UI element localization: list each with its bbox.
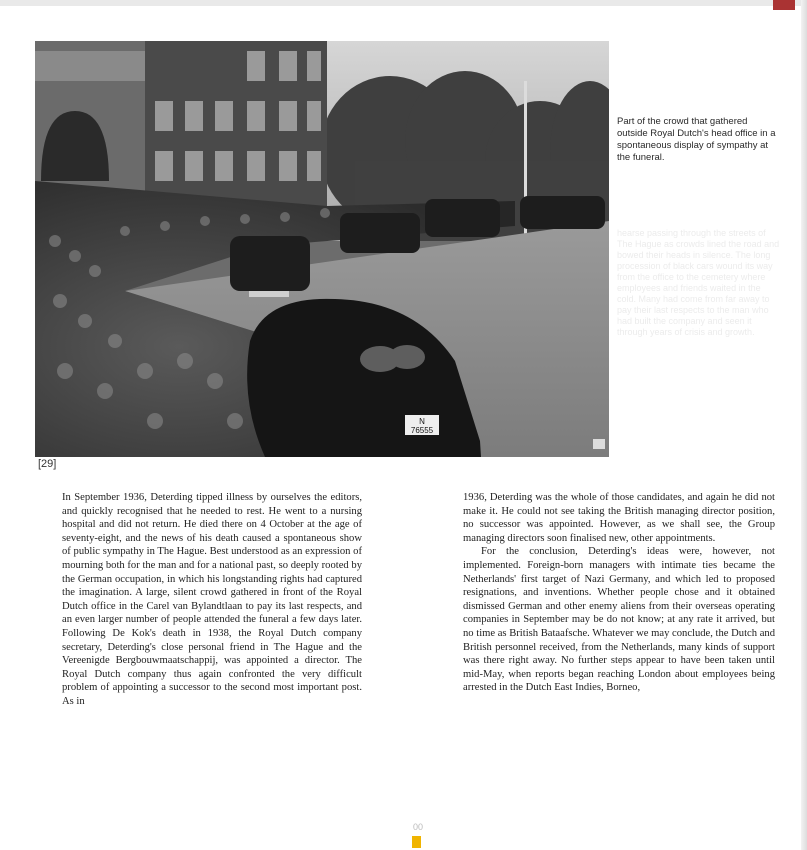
right-paragraph: For the conclusion, Deterding's ideas were, however, not implemented. Foreign-born managers with intimate ties became the Netherlands' first target of Nazi Germany, and which led to proposed resignations, and inventions. Whether people chose and it obtained dismissed German and other enemy aliens from their overseas operating companies in September may be do not know; at any rate it arrived, but no time as British Bataafsche. Whatever we may conclude, the Dutch and British personnel received, from the Netherlands, many kinds of support was there right away. No further steps appear to have been taken until mid-May, when reports began reaching London about employees being arrested in the Dutch East Indies, Borneo, bbox=[463, 546, 775, 694]
scan-color-mark bbox=[773, 0, 795, 10]
plate-line-1: N bbox=[419, 417, 425, 426]
bleed-through-text: hearse passing through the streets of The Hague as crowds lined the road and bowed their heads in silence. The long procession of black cars wound its way from the office to the cemetery where employees and friends waited in the cold. Many had come from far away to pay their last respects to the man who had built the company and seen it through years of crisis and growth. bbox=[617, 228, 780, 337]
left-text-column bbox=[62, 491, 362, 709]
page-edge-shadow bbox=[801, 0, 807, 850]
page-marker-tab bbox=[412, 836, 421, 848]
figure-number: [29] bbox=[38, 458, 57, 470]
photo-caption: Part of the crowd that gathered outside Royal Dutch's head office in a spontaneous display of sympathy at the funeral. bbox=[617, 116, 776, 163]
left-paragraph: In September 1936, Deterding tipped illness by ourselves the editors, and quickly recognised that he needed to rest. He went to a nursing hospital and did not return. He died there on 4 October at the age of seventy-eight, and the news of his death caused a spontaneous show of public sympathy in The Hague. Best understood as an expression of mourning both for the man and for a national past, so deeply rooted by the German occupation, in which his longstanding rights had captured the imagination. A large, silent crowd gathered in front of the Royal Dutch office in the Carel van Bylandtlaan to pay its last respects, and an even larger number of people attended the funeral a few days later. Following De Kok's death in 1938, the Royal Dutch company secretary, Deterding's close personal friend in The Hague and the Vereenigde Bergbouwmaatschappij, was appointed a director. The Royal Dutch company thus again confronted the very difficult problem of appointing a successor to the second most important post. As in bbox=[62, 492, 362, 707]
right-paragraph: 1936, Deterding was the whole of those candidates, and again he did not make it. He could not see taking the British managing director position, no successor was appointed. However, as we shall see, the Group managing directors soon finalised new, other appointments. bbox=[463, 492, 775, 544]
right-text-column bbox=[463, 491, 775, 695]
page-number: 00 bbox=[412, 822, 423, 832]
photo-corner-mark bbox=[593, 439, 605, 449]
plate-line-2: 76555 bbox=[410, 426, 434, 435]
funeral-procession-photo bbox=[35, 41, 609, 457]
scan-top-strip bbox=[0, 0, 807, 6]
